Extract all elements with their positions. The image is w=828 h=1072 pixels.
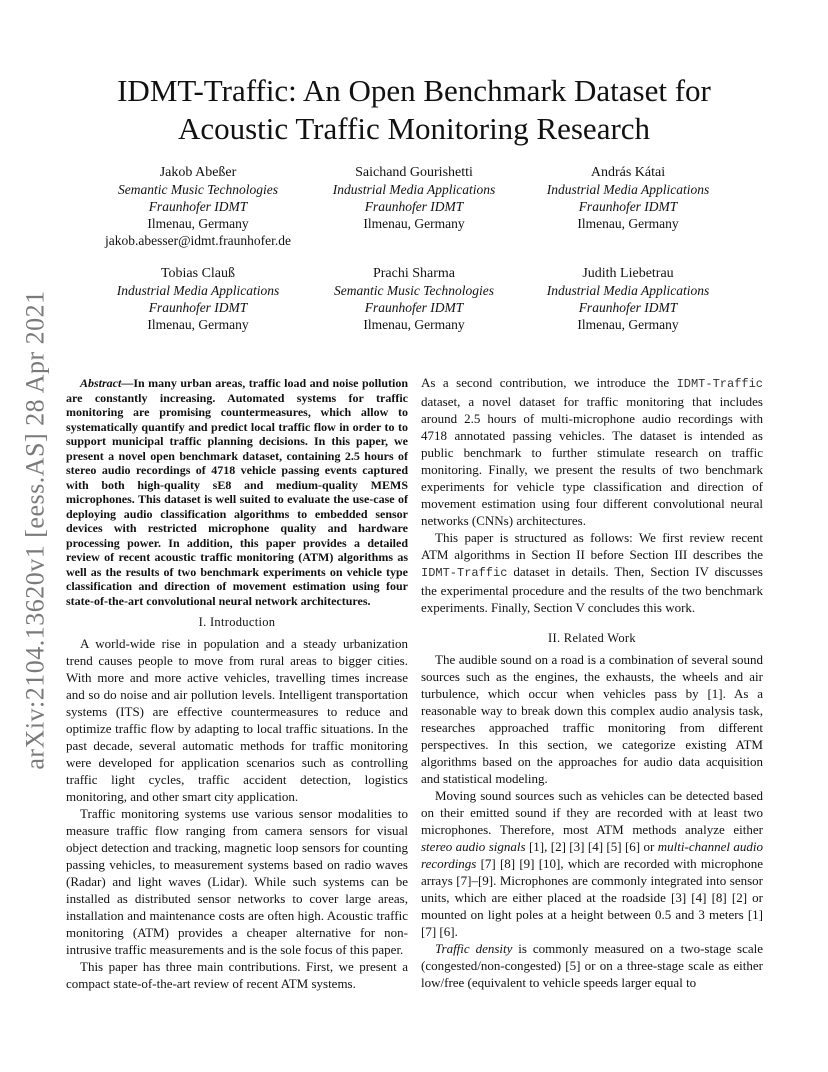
author-block (294, 265, 534, 333)
author-block (294, 164, 534, 232)
left-column (66, 376, 408, 992)
paragraph: The audible sound on a road is a combination of several sound sources such as the engines, the exhausts, the wheels and air turbulence, which occur when vehicles pass by [1]. As a reasonable way to break down this complex audio analysis task, researches approached traffic monitoring from different perspectives. In this section, we categorize existing ATM algorithms based on the approaches for audio data acquisition and statistical modeling. (421, 652, 763, 786)
author-name: Tobias Clauß (160, 266, 236, 281)
section-heading-introduction: I. Introduction (198, 615, 276, 629)
author-organization: Fraunhofer IDMT (364, 300, 464, 315)
author-location: Ilmenau, Germany (147, 216, 249, 231)
author-name: Prachi Sharma (372, 266, 456, 281)
author-affiliation: Semantic Music Technologies (118, 182, 278, 197)
author-affiliation: Industrial Media Applications (116, 283, 280, 298)
author-location: Ilmenau, Germany (363, 317, 465, 332)
author-block (508, 164, 748, 232)
paragraph: This paper is structured as follows: We first review recent ATM algorithms in Section II before Section III describes the IDMT-Traffic dataset in details. Then, Section IV discusses the experimental procedure and the results of the two benchmark experiments. Finally, Section V concludes this work. (421, 530, 763, 615)
author-location: Ilmenau, Germany (363, 216, 465, 231)
author-organization: Fraunhofer IDMT (578, 199, 678, 214)
author-location: Ilmenau, Germany (577, 216, 679, 231)
arxiv-identifier (14, 280, 58, 780)
right-column (421, 374, 763, 991)
author-block (78, 265, 318, 333)
paragraph: Traffic monitoring systems use various sensor modalities to measure traffic flow ranging from camera sensors for visual object detection and tracking, magnetic loop sensors for counting passing vehicles, to measurement systems based on radio waves (Radar) and light waves (Lidar). While such systems can be installed as distributed sensor networks to cover large areas, installation and maintenance costs are often high. Acoustic traffic monitoring (ATM) provides a cheaper alternative for non-intrusive traffic measurements and is the sole focus of this paper. (66, 806, 408, 957)
section-heading-related-work: II. Related Work (548, 631, 636, 645)
author-block (78, 164, 318, 249)
author-location: Ilmenau, Germany (147, 317, 249, 332)
author-organization: Fraunhofer IDMT (364, 199, 464, 214)
author-affiliation: Industrial Media Applications (546, 283, 710, 298)
paragraph: This paper has three main contributions. First, we present a compact state-of-the-art review of recent ATM systems. (66, 959, 408, 991)
paragraph: Moving sound sources such as vehicles can be detected based on their emitted sound if they are recorded with at least two microphones. Therefore, most ATM methods analyze either stereo audio signals [1], [2] [3] [4] [5] [6] or multi-channel audio recordings [7] [8] [9] [10], which are recorded with microphone arrays [7]–[9]. Microphones are commonly integrated into sensor units, which are either placed at the roadside [3] [4] [8] [2] or mounted on light poles at a height between 0.5 and 3 meters [1] [7] [6]. (421, 788, 763, 939)
paragraph: Traffic density is commonly measured on a two-stage scale (congested/non-congested) [5] or on a three-stage scale as either low/free (equivalent to vehicle speeds larger equal to (421, 941, 763, 990)
dataset-name: IDMT-Traffic (676, 377, 763, 391)
author-organization: Fraunhofer IDMT (578, 300, 678, 315)
author-affiliation: Semantic Music Technologies (334, 283, 494, 298)
abstract-label: Abstract (80, 376, 122, 390)
author-name: Judith Liebetrau (582, 266, 674, 281)
paper-title (60, 72, 768, 148)
title-line-2: Acoustic Traffic Monitoring Research (177, 111, 651, 146)
dataset-name: IDMT-Traffic (421, 566, 508, 580)
author-location: Ilmenau, Germany (577, 317, 679, 332)
author-block (508, 265, 748, 333)
paragraph: As a second contribution, we introduce the IDMT-Traffic dataset, a novel dataset for traffic monitoring that includes around 2.5 hours of multi-microphone audio recordings with 4718 annotated passing vehicles. The dataset is intended as public benchmark to further stimulate research on traffic monitoring. Finally, we present the results of two benchmark experiments for vehicle type classification and direction of movement estimation using four different convolutional neural networks (CNNs) architectures. (421, 375, 763, 528)
author-organization: Fraunhofer IDMT (148, 300, 248, 315)
author-affiliation: Industrial Media Applications (546, 182, 710, 197)
title-line-1: IDMT-Traffic: An Open Benchmark Dataset for (117, 73, 711, 108)
author-email: jakob.abesser@idmt.fraunhofer.de (105, 233, 291, 248)
paragraph: A world-wide rise in population and a steady urbanization trend causes people to move from rural areas to bigger cities. With more and more active vehicles, travelling times increase and so do noise and air pollution levels. Intelligent transportation systems (ITS) are effective countermeasures to reduce and optimize traffic flow by adapting to local traffic situations. In the past decade, several automatic methods for traffic monitoring were developed for application scenarios such as controlling traffic light cycles, traffic accident detection, logistics monitoring, and other smart city application. (66, 636, 408, 804)
abstract-text: —In many urban areas, traffic load and noise pollution are constantly increasing. Automated systems for traffic monitoring are promising countermeasures, which allow to systematically quantify and predict local traffic flow in order to to support municipal traffic planning decisions. In this paper, we present a novel open benchmark dataset, containing 2.5 hours of stereo audio recordings of 4718 vehicle passing events captured with both high-quality sE8 and medium-quality MEMS microphones. This dataset is well suited to evaluate the use-case of deploying audio classification algorithms to embedded sensor devices with restricted microphone quality and hardware processing power. In addition, this paper provides a detailed review of recent acoustic traffic monitoring (ATM) algorithms as well as the results of two benchmark experiments on vehicle type classification and direction of movement estimation using four state-of-the-art convolutional neural network architectures. (66, 376, 408, 608)
author-name: Jakob Abeßer (159, 165, 237, 180)
arxiv-identifier-text: arXiv:2104.13620v1 [eess.AS] 28 Apr 2021 (21, 290, 51, 770)
author-affiliation: Industrial Media Applications (332, 182, 496, 197)
author-organization: Fraunhofer IDMT (148, 199, 248, 214)
author-name: András Kátai (590, 165, 666, 180)
author-name: Saichand Gourishetti (355, 165, 473, 180)
abstract (66, 376, 408, 608)
